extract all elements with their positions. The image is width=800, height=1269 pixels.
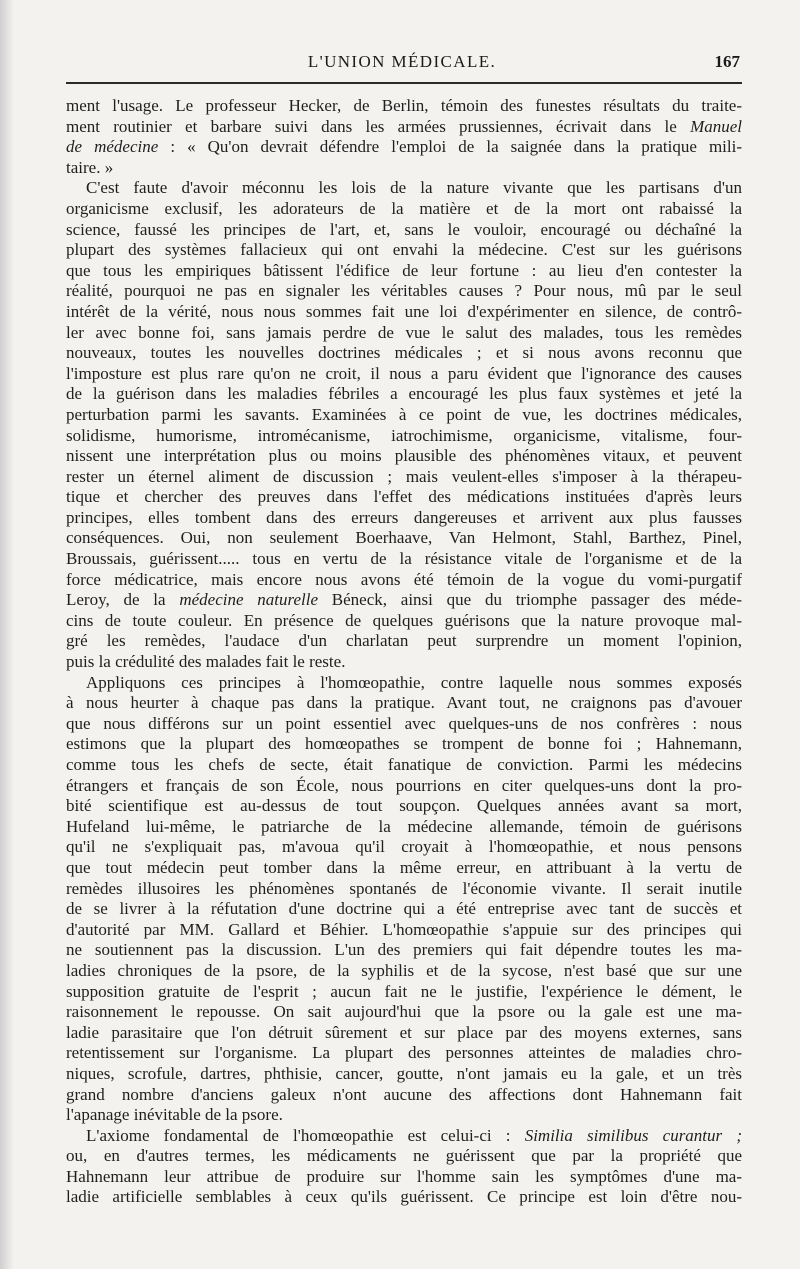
text-line: nissent une interprétation plus ou moins plausible des phénomènes vitaux, et peuvent bbox=[66, 446, 742, 466]
text-line: plupart des systèmes fallacieux qui ont envahi la médecine. C'est sur les guérisons bbox=[66, 240, 742, 260]
page-number: 167 bbox=[714, 52, 740, 71]
text-line: ler avec bonne foi, sans jamais perdre de vue le salut des malades, tous les remèdes bbox=[66, 322, 742, 342]
text-line: puis la crédulité des malades fait le reste. bbox=[66, 652, 346, 672]
text-line: organicisme exclusif, les adorateurs de la matière et de la mort ont rabaissé la bbox=[66, 198, 742, 218]
text-line: raisonnement le repousse. On sait aujourd'hui que la psore ou la gale est une ma- bbox=[66, 1002, 742, 1022]
text-line: que nous différons sur un point essentiel avec quelques-uns de nos confrères : nous bbox=[66, 713, 742, 733]
body-text bbox=[66, 96, 742, 1208]
text-line: de se livrer à la réfutation d'une doctrine qui a été entreprise avec tant de succès et bbox=[66, 899, 742, 919]
text-line: remèdes illusoires les phénomènes spontanés de l'économie vivante. Il serait inutile bbox=[66, 878, 742, 898]
text-line: taire. » bbox=[66, 157, 114, 177]
text-line: à nous heurter à chaque pas dans la pratique. Avant tout, ne craignons pas d'avouer bbox=[66, 693, 742, 713]
text-line: conséquences. Oui, non seulement Boerhaave, Van Helmont, Stahl, Barthez, Pinel, bbox=[66, 528, 742, 548]
text-line: qu'il ne s'expliquait pas, m'avoua qu'il croyait à l'homœopathie, et nous pensons bbox=[66, 837, 742, 857]
text-line: l'imposture est plus rare qu'on ne croit, il nous a paru évident que l'ignorance des causes bbox=[66, 363, 742, 383]
text-line: retentissement sur l'organisme. La plupart des personnes atteintes de maladies chro- bbox=[66, 1043, 742, 1063]
text-line: étrangers et français de son École, nous pourrions en citer quelques-uns dont la pro- bbox=[66, 775, 742, 795]
text-line: de la guérison dans les maladies fébriles a encouragé les plus faux systèmes et jeté la bbox=[66, 384, 742, 404]
text-line: rester un éternel aliment de discussion ; mais veulent-elles s'imposer à la thérapeu- bbox=[66, 466, 742, 486]
text-line: gré les remèdes, l'audace d'un charlatan peut surprendre un moment l'opinion, bbox=[66, 631, 742, 651]
text-line: ladies chroniques de la psore, de la syphilis et de la sycose, n'est basé que sur une bbox=[66, 960, 742, 980]
text-line: d'autorité par MM. Gallard et Béhier. L'homœopathie s'appuie sur des principes qui bbox=[66, 919, 742, 939]
text-line: ou, en d'autres termes, les médicaments ne guérissent que par la propriété que bbox=[66, 1146, 742, 1166]
text-line: ment routinier et barbare suivi dans les armées prussiennes, écrivait dans le Manuel bbox=[66, 116, 742, 136]
header-rule bbox=[66, 82, 742, 84]
text-line: ladie parasitaire que l'on détruit sûrement et sur place par des moyens externes, sans bbox=[66, 1022, 742, 1042]
text-line: de médecine : « Qu'on devrait défendre l'emploi de la saignée dans la pratique mili- bbox=[66, 137, 742, 157]
text-line: estimons que la plupart des homœopathes se trompent de bonne foi ; Hahnemann, bbox=[66, 734, 742, 754]
text-line: ne soutiennent pas la discussion. L'un des premiers qui fait dépendre toutes les ma- bbox=[66, 940, 742, 960]
text-line: niques, scrofule, dartres, phthisie, cancer, goutte, n'ont jamais eu la gale, et un très bbox=[66, 1063, 742, 1083]
italic-title: médecine naturelle bbox=[179, 590, 319, 610]
text-line: Leroy, de la médecine naturelle Béneck, ainsi que du triomphe passager des méde- bbox=[66, 590, 742, 610]
text-line: Appliquons ces principes à l'homœopathie, contre laquelle nous sommes exposés bbox=[86, 672, 742, 692]
text-line: nouveaux, toutes les nouvelles doctrines médicales ; et si nous avons reconnu que bbox=[66, 343, 742, 363]
text-line: cins de toute couleur. En présence de quelques guérisons que la nature provoque mal- bbox=[66, 610, 742, 630]
scan-shadow bbox=[0, 0, 14, 1269]
text-line: comme tous les chefs de secte, était fanatique de conviction. Parmi les médecins bbox=[66, 755, 742, 774]
text-line: ladie artificielle semblables à ceux qu'ils guérissent. Ce principe est loin d'être nou- bbox=[66, 1187, 742, 1207]
running-title: L'UNION MÉDICALE. bbox=[307, 52, 497, 71]
text-line: bité scientifique est au-dessus de tout soupçon. Quelques années avant sa mort, bbox=[66, 796, 742, 816]
text-line: solidisme, humorisme, intromécanisme, iatrochimisme, organicisme, vitalisme, four- bbox=[66, 425, 742, 445]
text-line: ment l'usage. Le professeur Hecker, de Berlin, témoin des funestes résultats du traite- bbox=[66, 96, 742, 115]
text-line: réalité, pourquoi ne pas en signaler les véritables causes ? Pour nous, mû par le seul bbox=[66, 281, 742, 301]
text-line: principes, elles tombent dans des erreurs dangereuses et arrivent aux plus fausses bbox=[66, 507, 742, 527]
text-line: force médicatrice, mais encore nous avons été témoin de la vogue du vomi-purgatif bbox=[66, 569, 742, 589]
text-line: perturbation parmi les savants. Examinées à ce point de vue, les doctrines médicales, bbox=[66, 404, 742, 424]
italic-axiom: Similia similibus curantur ; bbox=[524, 1125, 742, 1145]
text-line: supposition gratuite de l'esprit ; aucun fait ne le justifie, l'expérience le dément, le bbox=[66, 981, 742, 1001]
text-line: que tout médecin peut tomber dans la même erreur, en attribuant à la vertu de bbox=[66, 857, 742, 877]
text-line: Hahnemann leur attribue de produire sur l'homme sain les symptômes d'une ma- bbox=[66, 1166, 742, 1186]
text-line: Broussais, guérissent..... tous en vertu de la résistance vitale de l'organisme et de la bbox=[66, 549, 742, 569]
text-line: intérêt de la vérité, nous nous sommes fait une loi d'expérimenter en silence, de contrô- bbox=[66, 301, 742, 321]
text-line: science, faussé les principes de l'art, et, sans le vouloir, encouragé ou déchaîné la bbox=[66, 219, 742, 239]
text-line: L'axiome fondamental de l'homœopathie est celui-ci : Similia similibus curantur ; bbox=[86, 1125, 742, 1145]
text-line: l'apanage inévitable de la psore. bbox=[66, 1105, 283, 1125]
page-header bbox=[62, 48, 742, 78]
italic-title: de médecine bbox=[66, 137, 159, 157]
text-line: C'est faute d'avoir méconnu les lois de la nature vivante que les partisans d'un bbox=[86, 178, 742, 198]
text-line: tique et chercher des preuves dans l'effet des médications instituées d'après leurs bbox=[66, 487, 742, 507]
text-line: Hufeland lui-même, le patriarche de la médecine allemande, témoin de guérisons bbox=[66, 816, 742, 836]
italic-title: Manuel bbox=[690, 116, 742, 136]
text-line: grand nombre d'anciens galeux n'ont aucune des affections dont Hahnemann fait bbox=[66, 1084, 742, 1104]
text-line: que tous les empiriques bâtissent l'édifice de leur fortune : au lieu d'en contester la bbox=[66, 260, 742, 280]
